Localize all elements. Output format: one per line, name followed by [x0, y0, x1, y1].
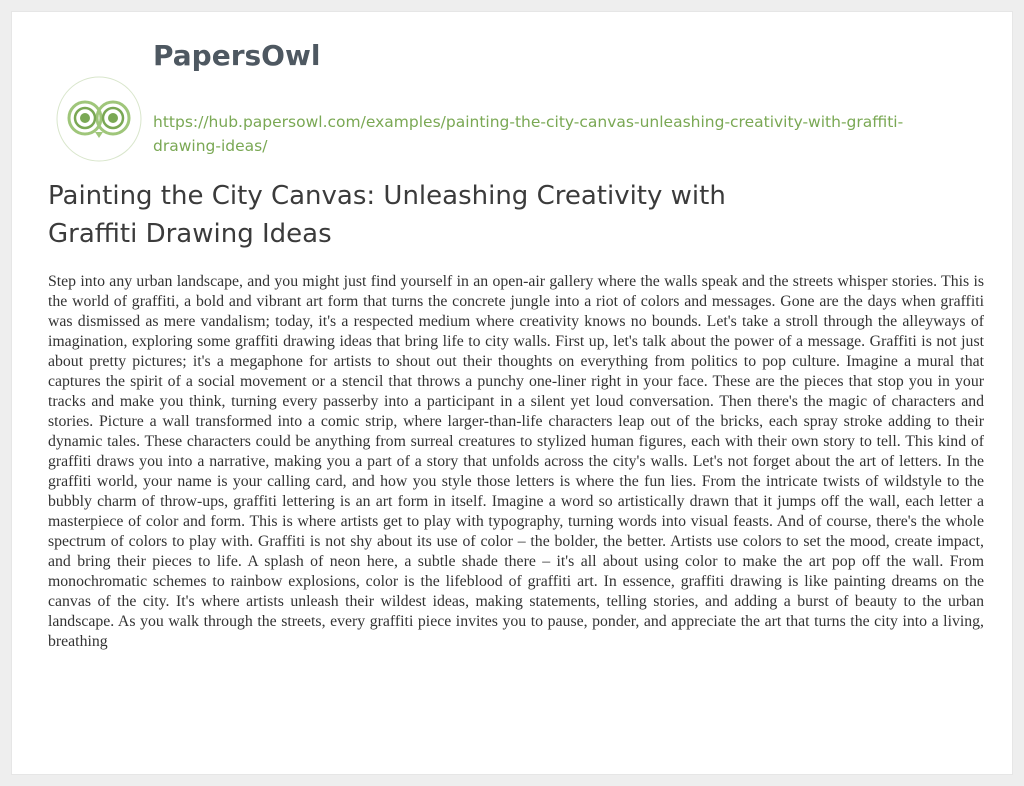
- document-page: [11, 11, 1013, 775]
- brand-name: PapersOwl: [153, 39, 321, 72]
- article-title: Painting the City Canvas: Unleashing Creativity with Graffiti Drawing Ideas: [48, 181, 726, 249]
- header: [12, 12, 1012, 167]
- source-url-link[interactable]: https://hub.papersowl.com/examples/painting-the-city-canvas-unleashing-creativity-with-graffiti-drawing-ideas/: [153, 113, 904, 155]
- article-body: Step into any urban landscape, and you might just find yourself in an open-air gallery where the walls speak and the streets whisper stories. This is the world of graffiti, a bold and vibrant art form that turns the concrete jungle into a riot of colors and messages. Gone are the days when graffiti was dismissed as mere vandalism; today, it's a respected medium where creativity knows no bounds. Let's take a stroll through the alleyways of imagination, exploring some graffiti drawing ideas that bring life to city walls. First up, let's talk about the power of a message. Graffiti is not just about pretty pictures; it's a megaphone for artists to shout out their thoughts on everything from politics to pop culture. Imagine a mural that captures the spirit of a social movement or a stencil that throws a punchy one-liner right in your face. These are the pieces that stop you in your tracks and make you think, turning every passerby into a participant in a silent yet loud conversation. Then there's the magic of characters and stories. Picture a wall transformed into a comic strip, where larger-than-life characters leap out of the bricks, each spray stroke adding to their dynamic tales. These characters could be anything from surreal creatures to stylized human figures, each with their own story to tell. This kind of graffiti draws you into a narrative, making you a part of a story that unfolds across the city's walls. Let's not forget about the art of letters. In the graffiti world, your name is your calling card, and how you style those letters is where the fun lies. From the intricate twists of wildstyle to the bubbly charm of throw-ups, graffiti lettering is an art form in itself. Imagine a word so artistically drawn that it jumps off the wall, each letter a masterpiece of color and form. This is where artists get to play with typography, turning words into visual feasts. And of course, there's the whole spectrum of colors to play with. Graffiti is not shy about its use of color – the bolder, the better. Artists use colors to set the mood, create impact, and bring their pieces to life. A splash of neon here, a subtle shade there – it's all about using color to make the art pop off the wall. From monochromatic schemes to rainbow explosions, color is the lifeblood of graffiti art. In essence, graffiti drawing is like painting dreams on the canvas of the city. It's where artists unleash their wildest ideas, making statements, telling stories, and adding a burst of beauty to the urban landscape. As you walk through the streets, every graffiti piece invites you to pause, ponder, and appreciate the art that turns the city into a living, breathing: [48, 273, 984, 650]
- owl-eyes-logo-icon: [54, 74, 144, 164]
